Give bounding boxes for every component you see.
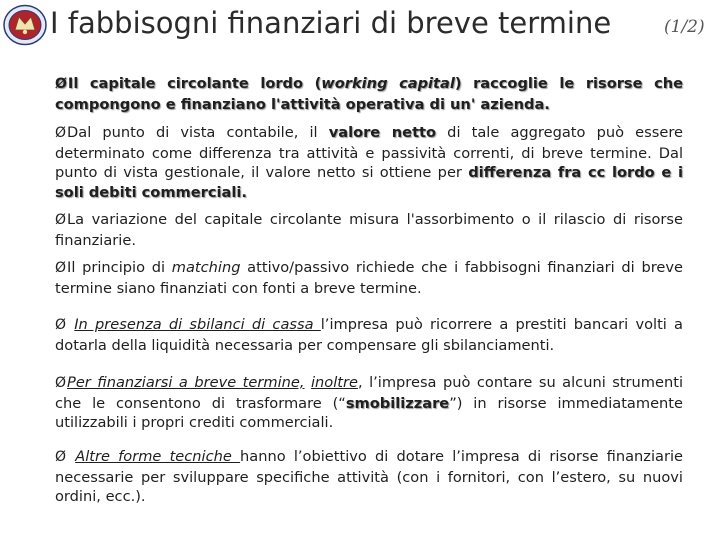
bullet-breve-termine	[55, 373, 683, 433]
bullet-arrow-icon: Ø	[55, 449, 67, 465]
bullet-underlined-term: Per finanziarsi a breve termine,	[67, 374, 305, 391]
bullet-arrow-icon: Ø	[55, 317, 67, 333]
bullet-working-capital	[55, 74, 683, 114]
bullet-variazione	[55, 210, 683, 250]
slide-title: I fabbisogni finanziari di breve termine	[50, 6, 612, 40]
bullet-text: , l’impresa può contare su alcuni strumenti che le consentono di trasformare (“	[55, 374, 684, 412]
bullet-underlined-term: Altre forme tecniche	[75, 448, 241, 465]
bullet-text: La variazione del capitale circolante misura l'assorbimento o il rilascio di risorse finanziarie.	[55, 211, 683, 249]
bullet-underlined-term: inoltre	[310, 374, 358, 391]
bullet-arrow-icon: Ø	[55, 76, 67, 92]
bullet-arrow-icon: Ø	[55, 375, 67, 391]
bullet-text: di tale aggregato può essere determinato come differenza tra attività e passività correnti, di breve termine. Dal punto di vista gestionale, il valore netto si ottiene per	[55, 124, 683, 181]
bullet-matching	[55, 258, 683, 298]
bullet-text: ”) in risorse immediatamente utilizzabili i propri crediti commerciali.	[55, 394, 683, 431]
page-indicator: (1/2)	[664, 17, 705, 37]
bullet-text: hanno l’obiettivo di dotare l’impresa di risorse finanziarie necessarie per sviluppare specifiche attività (con i fornitori, con l’estero, su nuovi ordini, ecc.).	[55, 448, 683, 505]
bullet-arrow-icon: Ø	[55, 212, 67, 228]
bullet-italic-term: working capital	[321, 75, 455, 92]
bullet-text: Il capitale circolante lordo (	[67, 75, 322, 92]
bullet-underlined-term: In presenza di sbilanci di cassa	[74, 316, 321, 333]
bullet-altre-forme	[55, 447, 683, 507]
bullet-arrow-icon: Ø	[55, 125, 67, 141]
bullet-text: Dal punto di vista contabile, il	[67, 124, 329, 141]
bullet-bold-term: smobilizzare	[345, 394, 450, 412]
bullet-bold-term: valore netto	[328, 124, 437, 141]
bullet-sbilanci	[55, 315, 683, 355]
bullet-text: attivo/passivo richiede che i fabbisogni finanziari di breve termine siano finanziati con fonti a breve termine.	[55, 259, 683, 297]
bullet-arrow-icon: Ø	[55, 260, 67, 276]
university-seal-icon	[2, 4, 48, 46]
bullet-italic-term: matching	[171, 259, 241, 276]
bullet-text: l’impresa può ricorrere a prestiti bancari volti a dotarla della liquidità necessaria per compensare gli sbilanciamenti.	[55, 316, 683, 354]
bullet-valore-netto	[55, 123, 683, 202]
bullet-text: Il principio di	[67, 259, 172, 276]
bullet-bold-term: differenza fra cc lordo e i soli debiti commerciali.	[55, 164, 683, 201]
bullet-text: ) raccoglie le risorse che compongono e finanziano l'attività operativa di un' azienda.	[55, 75, 684, 113]
